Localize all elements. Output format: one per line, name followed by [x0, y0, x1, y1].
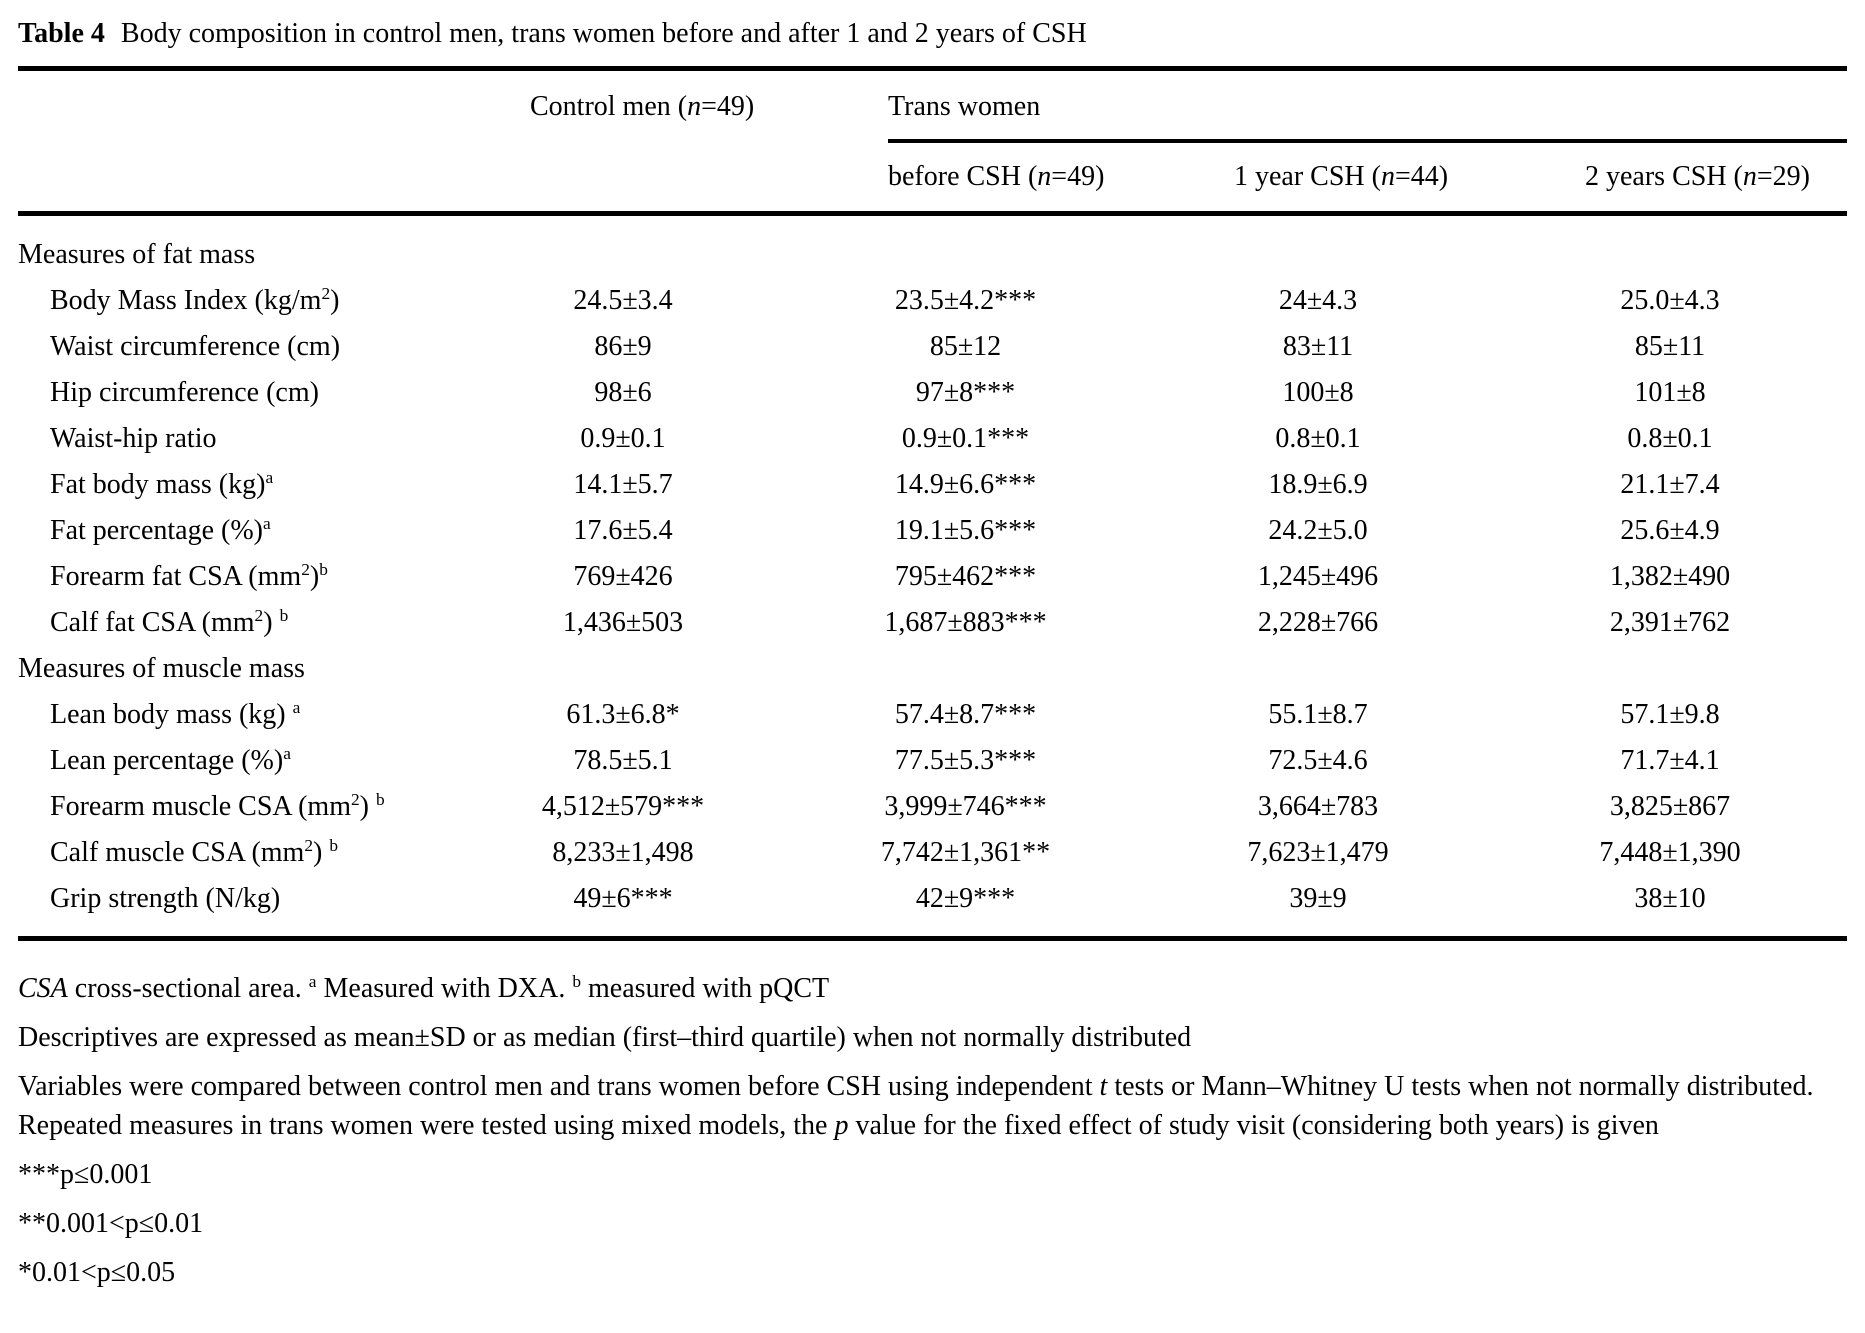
- row-label: Waist-hip ratio: [50, 423, 217, 454]
- sub-header-row: [18, 143, 1847, 214]
- value-cell: 98±6: [594, 377, 652, 408]
- value-cell: 3,664±783: [1257, 791, 1379, 822]
- empty-header-cell: [18, 143, 458, 214]
- row-label: Waist circumference (cm): [50, 331, 341, 362]
- value-cell: 24±4.3: [1278, 285, 1358, 316]
- table-row: [18, 370, 1847, 416]
- value-cell: 39±9: [1289, 883, 1347, 914]
- value-cell: 1,436±503: [562, 607, 684, 638]
- value-cell: 55.1±8.7: [1268, 699, 1368, 730]
- row-label: Hip circumference (cm): [50, 377, 319, 408]
- value-cell: 100±8: [1282, 377, 1354, 408]
- row-label: Forearm fat CSA $(mm^2)^b$: [50, 560, 328, 592]
- value-cell: 21.1±7.4: [1620, 469, 1720, 500]
- value-cell: 1,382±490: [1609, 561, 1731, 592]
- value-cell: 72.5±4.6: [1268, 745, 1368, 776]
- value-cell: 0.8±0.1: [1627, 423, 1713, 454]
- empty-header-cell: [458, 143, 788, 214]
- empty-header-cell: [18, 69, 458, 144]
- section-header: Measures of muscle mass: [18, 653, 305, 684]
- value-cell: 1,687±883***: [884, 607, 1047, 638]
- row-label: Forearm muscle CSA $(mm^2)$ $^b$: [50, 790, 385, 822]
- value-cell: 0.9±0.1: [580, 423, 666, 454]
- col-header-2-years-csh: 2 years CSH (n=29): [1493, 143, 1847, 214]
- value-cell: 49±6***: [573, 883, 673, 914]
- section-header-row: [18, 646, 1847, 692]
- table-header: [18, 69, 1847, 214]
- value-cell: 78.5±5.1: [573, 745, 673, 776]
- table-row: [18, 692, 1847, 738]
- value-cell: 7,623±1,479: [1247, 837, 1389, 868]
- value-cell: 0.9±0.1***: [901, 423, 1030, 454]
- row-label: Calf fat CSA $(mm^2)$ $^b$: [50, 606, 289, 638]
- row-label: Grip strength (N/kg): [50, 883, 281, 914]
- section-header: Measures of fat mass: [18, 239, 256, 270]
- value-cell: 18.9±6.9: [1268, 469, 1368, 500]
- value-cell: 23.5±4.2***: [894, 285, 1037, 316]
- table-row: [18, 508, 1847, 554]
- value-cell: 86±9: [594, 331, 652, 362]
- value-cell: 71.7±4.1: [1620, 745, 1720, 776]
- value-cell: 3,825±867: [1609, 791, 1731, 822]
- value-cell: 57.1±9.8: [1620, 699, 1720, 730]
- table-row: [18, 830, 1847, 876]
- row-label: Calf muscle CSA $(mm^2)$ $^b$: [50, 836, 339, 868]
- table-row: [18, 876, 1847, 939]
- table-row: [18, 554, 1847, 600]
- value-cell: 42±9***: [915, 883, 1016, 914]
- table-number: Table 4: [18, 18, 105, 49]
- table-row: [18, 738, 1847, 784]
- value-cell: 97±8***: [915, 377, 1016, 408]
- value-cell: 0.8±0.1: [1275, 423, 1361, 454]
- value-cell: 38±10: [1634, 883, 1706, 914]
- value-cell: 2,228±766: [1257, 607, 1379, 638]
- value-cell: 85±11: [1634, 331, 1706, 362]
- table-row: [18, 600, 1847, 646]
- footnote: Variables were compared between control men and trans women before CSH using independent t tests or Mann–Whitney U tests when not normally distributed. Repeated measures in trans women were tested using mixed models, the p value for the fixed effect of study visit (considering both years) is given: [18, 1071, 1814, 1141]
- value-cell: 25.6±4.9: [1620, 515, 1720, 546]
- row-label: Lean percentage (%)$^a$: [50, 744, 291, 776]
- value-cell: 101±8: [1634, 377, 1706, 408]
- group-header-row: [18, 69, 1847, 144]
- footnote: **0.001<p≤0.01: [18, 1208, 204, 1239]
- value-cell: 7,742±1,361**: [880, 837, 1051, 868]
- footnote: Descriptives are expressed as mean±SD or as median (first–third quartile) when not normally distributed: [18, 1022, 1192, 1053]
- table-caption: [18, 10, 1847, 66]
- value-cell: 25.0±4.3: [1620, 285, 1720, 316]
- col-header-1-year-csh: 1 year CSH (n=44): [1143, 143, 1493, 214]
- value-cell: 83±11: [1282, 331, 1354, 362]
- value-cell: 14.1±5.7: [573, 469, 673, 500]
- body-composition-table: [18, 66, 1847, 941]
- value-cell: 4,512±579***: [541, 791, 705, 822]
- value-cell: 61.3±6.8*: [566, 699, 680, 730]
- footnotes: [18, 941, 1847, 1292]
- value-cell: 77.5±5.3***: [894, 745, 1037, 776]
- table-row: [18, 784, 1847, 830]
- row-label: Fat body mass (kg)$^a$: [50, 468, 274, 500]
- table-body: [18, 214, 1847, 939]
- value-cell: 85±12: [929, 331, 1002, 362]
- value-cell: 24.5±3.4: [573, 285, 673, 316]
- value-cell: 19.1±5.6***: [894, 515, 1037, 546]
- value-cell: 7,448±1,390: [1599, 837, 1741, 868]
- footnote: ***p≤0.001: [18, 1159, 153, 1190]
- value-cell: 14.9±6.6***: [894, 469, 1037, 500]
- table-row: [18, 416, 1847, 462]
- table-row: [18, 278, 1847, 324]
- value-cell: 1,245±496: [1257, 561, 1379, 592]
- value-cell: 57.4±8.7***: [894, 699, 1037, 730]
- section-header-row: [18, 214, 1847, 279]
- footnote: *0.01<p≤0.05: [18, 1257, 176, 1288]
- col-header-before-csh: before CSH (n=49): [788, 143, 1143, 214]
- value-cell: 769±426: [573, 561, 673, 592]
- col-header-control-men: Control men (n=49): [530, 91, 755, 122]
- value-cell: 3,999±746***: [884, 791, 1047, 822]
- row-label: Lean body mass (kg) $^a$: [50, 698, 301, 730]
- footnote: CSA cross-sectional area. $^a$ Measured with DXA. $^b$ measured with pQCT: [18, 972, 830, 1004]
- value-cell: 24.2±5.0: [1268, 515, 1368, 546]
- table-row: [18, 324, 1847, 370]
- value-cell: 17.6±5.4: [573, 515, 673, 546]
- value-cell: 2,391±762: [1609, 607, 1731, 638]
- col-header-trans-women: Trans women: [788, 69, 1847, 144]
- table-title: Body composition in control men, trans women before and after 1 and 2 years of CSH: [120, 18, 1087, 49]
- value-cell: 795±462***: [894, 561, 1037, 592]
- table-row: [18, 462, 1847, 508]
- value-cell: 8,233±1,498: [552, 837, 694, 868]
- row-label: Fat percentage (%)$^a$: [50, 514, 271, 546]
- row-label: Body Mass Index $(kg/m^2)$: [50, 284, 340, 316]
